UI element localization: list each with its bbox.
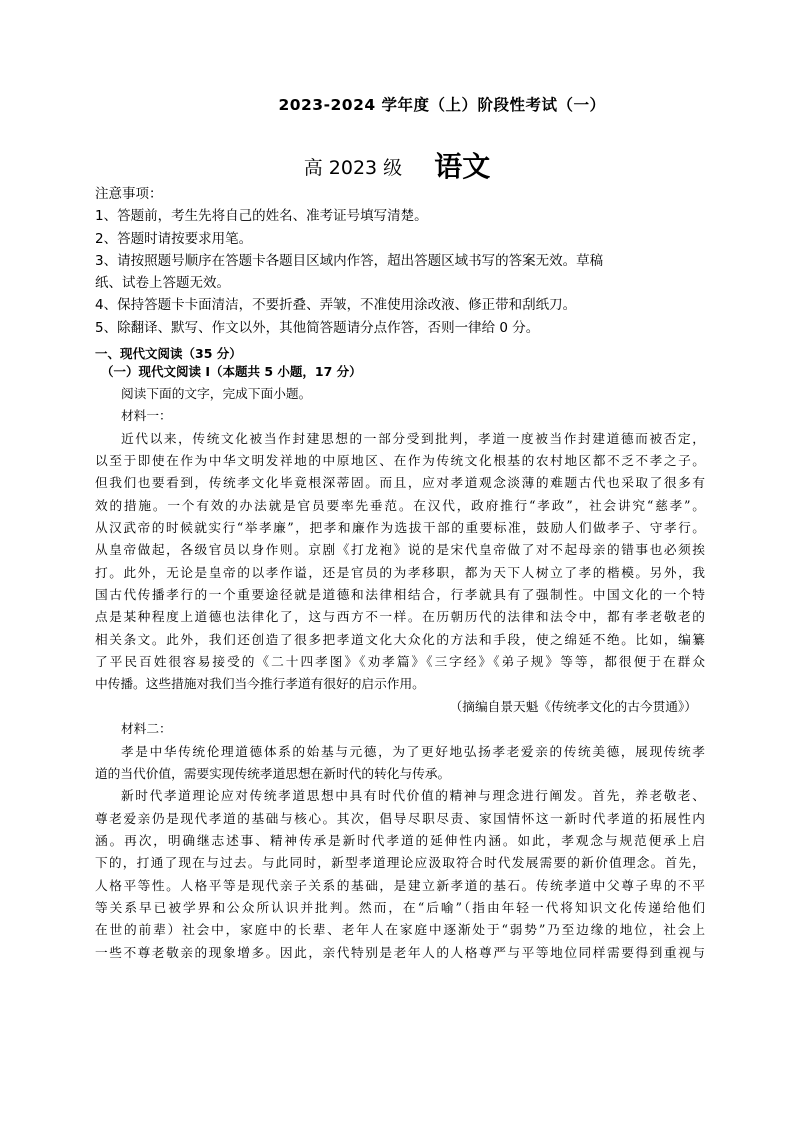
subject-label: 语文 — [434, 150, 491, 183]
grade-label: 高 2023 级 — [303, 157, 403, 179]
notice-item: 4、保持答题卡卡面清洁，不要折叠、弄皱，不准使用涂改液、修正带和刮纸刀。 — [95, 297, 577, 314]
passage-line: 了平民百姓很容易接受的《二十四孝图》《劝孝篇》《三字经》《弟子规》等等，都很便于在群众 — [95, 654, 705, 670]
passage-line: 涵。再次，明确继志述事、精神传承是新时代孝道的延伸性内涵。如此，孝观念与规范便承上启 — [95, 832, 705, 848]
passage-line: 孝是中华传统伦理道德体系的始基与元德，为了更好地弘扬孝老爱亲的传统美德，展现传统孝 — [121, 743, 705, 759]
source-citation: （摘编自景天魁《传统孝文化的古今贯通》） — [449, 698, 697, 714]
notice-item: 1、答题前，考生先将自己的姓名、准考证号填写清楚。 — [95, 208, 428, 225]
grade-subject-line — [0, 145, 794, 185]
passage-line: 下的，打通了现在与过去。与此同时，新型孝道理论应汲取符合时代发展需要的新价值理念。首先， — [95, 855, 705, 871]
passage-line: 效的措施。一个有效的办法就是官员要率先垂范。在汉代，政府推行“孝政”，社会讲究“慈孝”。 — [95, 497, 705, 513]
passage-line: 新时代孝道理论应对传统孝道思想中具有时代价值的精神与理念进行阐发。首先，养老敬老、 — [121, 788, 705, 804]
notice-item: 5、除翻译、默写、作文以外，其他简答题请分点作答，否则一律给 0 分。 — [95, 319, 540, 336]
notice-item: 3、请按照题号顺序在答题卡各题目区域内作答，超出答题区域书写的答案无效。草稿 — [95, 252, 604, 269]
notice-heading: 注意事项： — [95, 186, 163, 202]
passage-line: 从皇帝做起，各级官员以身作则。京剧《打龙袍》说的是宋代皇帝做了对不起母亲的错事也必须挨 — [95, 542, 705, 558]
passage-line: 以至于即使在作为中华文明发祥地的中原地区、在作为传统文化根基的农村地区都不乏不孝之子。 — [95, 453, 705, 469]
passage-line: 点是某种程度上道德也法律化了，这与西方不一样。在历朝历代的法律和法令中，都有孝老敬老的 — [95, 609, 705, 625]
passage-line: 打。此外，无论是皇帝的以孝作谥，还是官员的为孝移职，都为天下人树立了孝的楷模。另外，我 — [95, 564, 705, 580]
passage-line: 中传播。这些措施对我们当今推行孝道有很好的启示作用。 — [95, 676, 425, 692]
instruction-text: 阅读下面的文字，完成下面小题。 — [121, 386, 312, 401]
passage-line: 人格平等性。人格平等是现代亲子关系的基础，是建立新孝道的基石。传统孝道中父尊子卑的不平 — [95, 877, 705, 893]
section-heading: 一、现代文阅读（35 分） — [95, 346, 242, 361]
passage-line: 尊老爱亲仍是现代孝道的基础与核心。其次，倡导尽职尽责、家国情怀这一新时代孝道的拓展性内 — [95, 810, 705, 826]
reading-passage — [95, 383, 705, 964]
passage-line: 一些不尊老敬亲的现象增多。因此，亲代特别是老年人的人格尊严与平等地位同样需要得到重视与 — [95, 944, 705, 960]
material-label: 材料二： — [121, 721, 172, 737]
exam-title: 2023-2024 学年度（上）阶段性考试（一） — [278, 96, 606, 114]
passage-line: 国古代传播孝行的一个重要途径就是道德和法律相结合，行孝就具有了强制性。中国文化的一个特 — [95, 587, 705, 603]
notice-item: 纸、试卷上答题无效。 — [95, 275, 230, 292]
notice-item: 2、答题时请按要求用笔。 — [95, 230, 253, 247]
passage-line: 等关系早已被学界和公众所认识并批判。然而，在“后喻”（指由年轻一代将知识文化传递给他们 — [95, 899, 705, 915]
passage-line: 在世的前辈）社会中，家庭中的长辈、老年人在家庭中逐渐处于“弱势”乃至边缘的地位，社会上 — [95, 922, 705, 938]
passage-line: 近代以来，传统文化被当作封建思想的一部分受到批判，孝道一度被当作封建道德而被否定， — [121, 430, 705, 446]
passage-line: 从汉武帝的时候就实行“举孝廉”，把孝和廉作为选拔干部的重要标准，鼓励人们做孝子、守孝行。 — [95, 520, 705, 536]
passage-line: 但我们也要看到，传统孝文化毕竟根深蒂固。而且，应对孝道观念淡薄的难题古代也采取了很多有 — [95, 475, 705, 491]
passage-line: 道的当代价值，需要实现传统孝道思想在新时代的转化与传承。 — [95, 765, 451, 781]
passage-line: 相关条文。此外，我们还创造了很多把孝道文化大众化的方法和手段，使之绵延不绝。比如，编纂 — [95, 631, 705, 647]
subsection-heading: （一）现代文阅读 I（本题共 5 小题，17 分） — [101, 364, 362, 379]
material-label: 材料一： — [121, 408, 172, 424]
notice-section — [95, 183, 705, 339]
